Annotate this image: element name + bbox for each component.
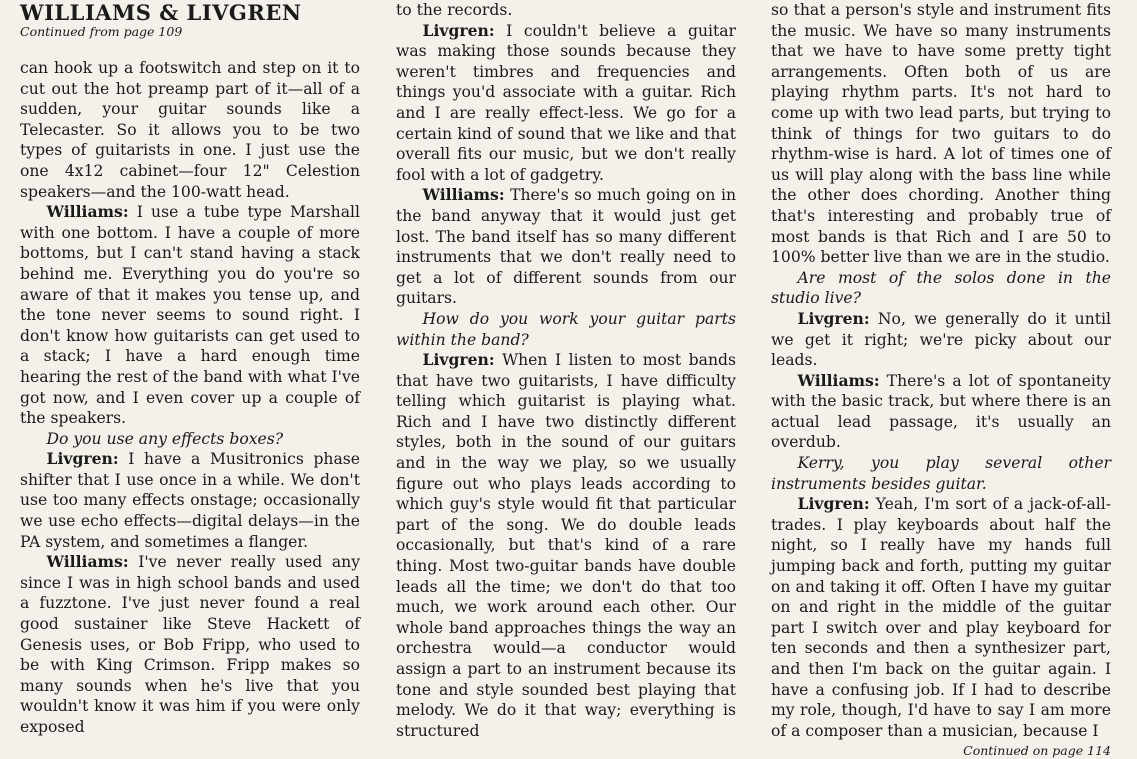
paragraph-text: When I listen to most bands that have two guitarists, I have difficulty telling which guitarist is playing what. Rich and I have two distinctly different styles, both in the sound of our guitars and in the way we play, so we usually figure out who plays leads according to which guy's style would fit that particular part of the song. We do double leads occasionally, but that's kind of a rare thing. Most two-guitar bands have double leads all the time; we don't do that too much, we work around each other. Our whole band approaches things the way an orchestra would—a conductor would assign a part to an instrument because its tone and style sounded best playing that melody. We do it that way; everything is structured bbox=[396, 351, 736, 740]
speaker-label: Williams: bbox=[46, 552, 129, 572]
speaker-label: Williams: bbox=[797, 370, 880, 390]
paragraph-text: Yeah, I'm sort of a jack-of-all-trades. I play keyboards about half the night, so I really have my hands full jumping back and forth, putting my guitar on and taking it off. Often I have my guitar on and right in the middle of the guitar part I switch over and play keyboard for ten seconds and then a synthesizer part, and then I'm back on the guitar again. I have a confusing job. If I had to describe my role, though, I'd have to say I am more of a composer than a musician, because I bbox=[771, 495, 1111, 740]
speaker-label: Williams: bbox=[46, 202, 129, 222]
paragraph bbox=[771, 371, 1111, 453]
paragraph bbox=[396, 21, 736, 186]
column-2 bbox=[396, 0, 736, 741]
paragraph-text: I couldn't believe a guitar was making those sounds because they weren't timbres and frequencies and things you'd associate with a guitar. Rich and I are really effect-less. We go for a certain kind of sound that we like and that overall fits our music, but we don't really fool with a lot of gadgetry. bbox=[396, 21, 736, 184]
column-3 bbox=[771, 0, 1111, 759]
speaker-label: Livgren: bbox=[46, 449, 119, 469]
paragraph bbox=[20, 202, 360, 429]
column-1 bbox=[20, 0, 360, 738]
interview-question: Are most of the solos done in the studio live? bbox=[771, 268, 1111, 308]
speaker-label: Livgren: bbox=[797, 494, 870, 514]
paragraph-text: There's a lot of spontaneity with the basic track, but where there is an actual lead passage, it's usually an overdub. bbox=[771, 371, 1111, 452]
continued-on-note: Continued on page 114 bbox=[963, 743, 1111, 759]
paragraph bbox=[396, 185, 736, 309]
speaker-label: Livgren: bbox=[422, 20, 495, 40]
paragraph: so that a person's style and instrument fits the music. We have so many instruments that we have to have some pretty tight arrangements. Often both of us are playing rhythm parts. It's not hard to come up with two lead parts, but trying to think of things for two guitars to do rhythm-wise is hard. A lot of times one of us will play along with the bass line while the other does chording. Another thing that's interesting and probably true of most bands is that Rich and I are 50 to 100% better live than we are in the studio. bbox=[771, 1, 1111, 267]
article-title: WILLIAMS & LIVGREN bbox=[20, 0, 302, 25]
interview-question: Kerry, you play several other instruments besides guitar. bbox=[771, 454, 1111, 493]
paragraph bbox=[20, 552, 360, 737]
paragraph: can hook up a footswitch and step on it to cut out the hot preamp part of it—all of a sudden, your guitar sounds like a Telecaster. So it allows you to be two types of guitarists in one. I just use the one 4x12 cabinet—four 12" Celestion speakers—and the 100-watt head. bbox=[20, 59, 360, 201]
paragraph bbox=[771, 309, 1111, 371]
paragraph bbox=[20, 449, 360, 552]
paragraph bbox=[771, 494, 1111, 741]
paragraph-text: I've never really used any since I was in high school bands and used a fuzztone. I've just never found a real good sustainer like Steve Hackett of Genesis uses, or Bob Fripp, who used to be with King Crimson. Fripp makes so many sounds when he's live that you wouldn't know it was him if you were only exposed bbox=[20, 553, 360, 736]
interview-question: Do you use any effects boxes? bbox=[46, 429, 284, 448]
paragraph-text: I use a tube type Marshall with one bottom. I have a couple of more bottoms, but I can't stand having a stack behind me. Everything you do you're so aware of that it makes you tense up, and the tone never seems to sound right. I don't know how guitarists can get used to a stack; I have a hard enough time hearing the rest of the band with what I've got now, and I even cover up a couple of the speakers. bbox=[20, 203, 360, 428]
speaker-label: Williams: bbox=[422, 185, 505, 205]
speaker-label: Livgren: bbox=[422, 350, 495, 370]
paragraph bbox=[396, 350, 736, 741]
paragraph-text: There's so much going on in the band anyway that it would just get lost. The band itself has so many different instruments that we don't really need to get a lot of different sounds from our guitars. bbox=[396, 186, 736, 308]
paragraph: to the records. bbox=[396, 1, 513, 19]
speaker-label: Livgren: bbox=[797, 308, 870, 328]
interview-question: How do you work your guitar parts within the band? bbox=[396, 309, 736, 349]
continued-from-note: Continued from page 109 bbox=[20, 24, 183, 39]
paragraph-text: I have a Musitronics phase shifter that I use once in a while. We don't use too many effects onstage; occasionally we use echo effects—digital delays—in the PA system, and sometimes a flanger. bbox=[20, 450, 360, 551]
paragraph-text: No, we generally do it until we get it right; we're picky about our leads. bbox=[771, 309, 1111, 370]
